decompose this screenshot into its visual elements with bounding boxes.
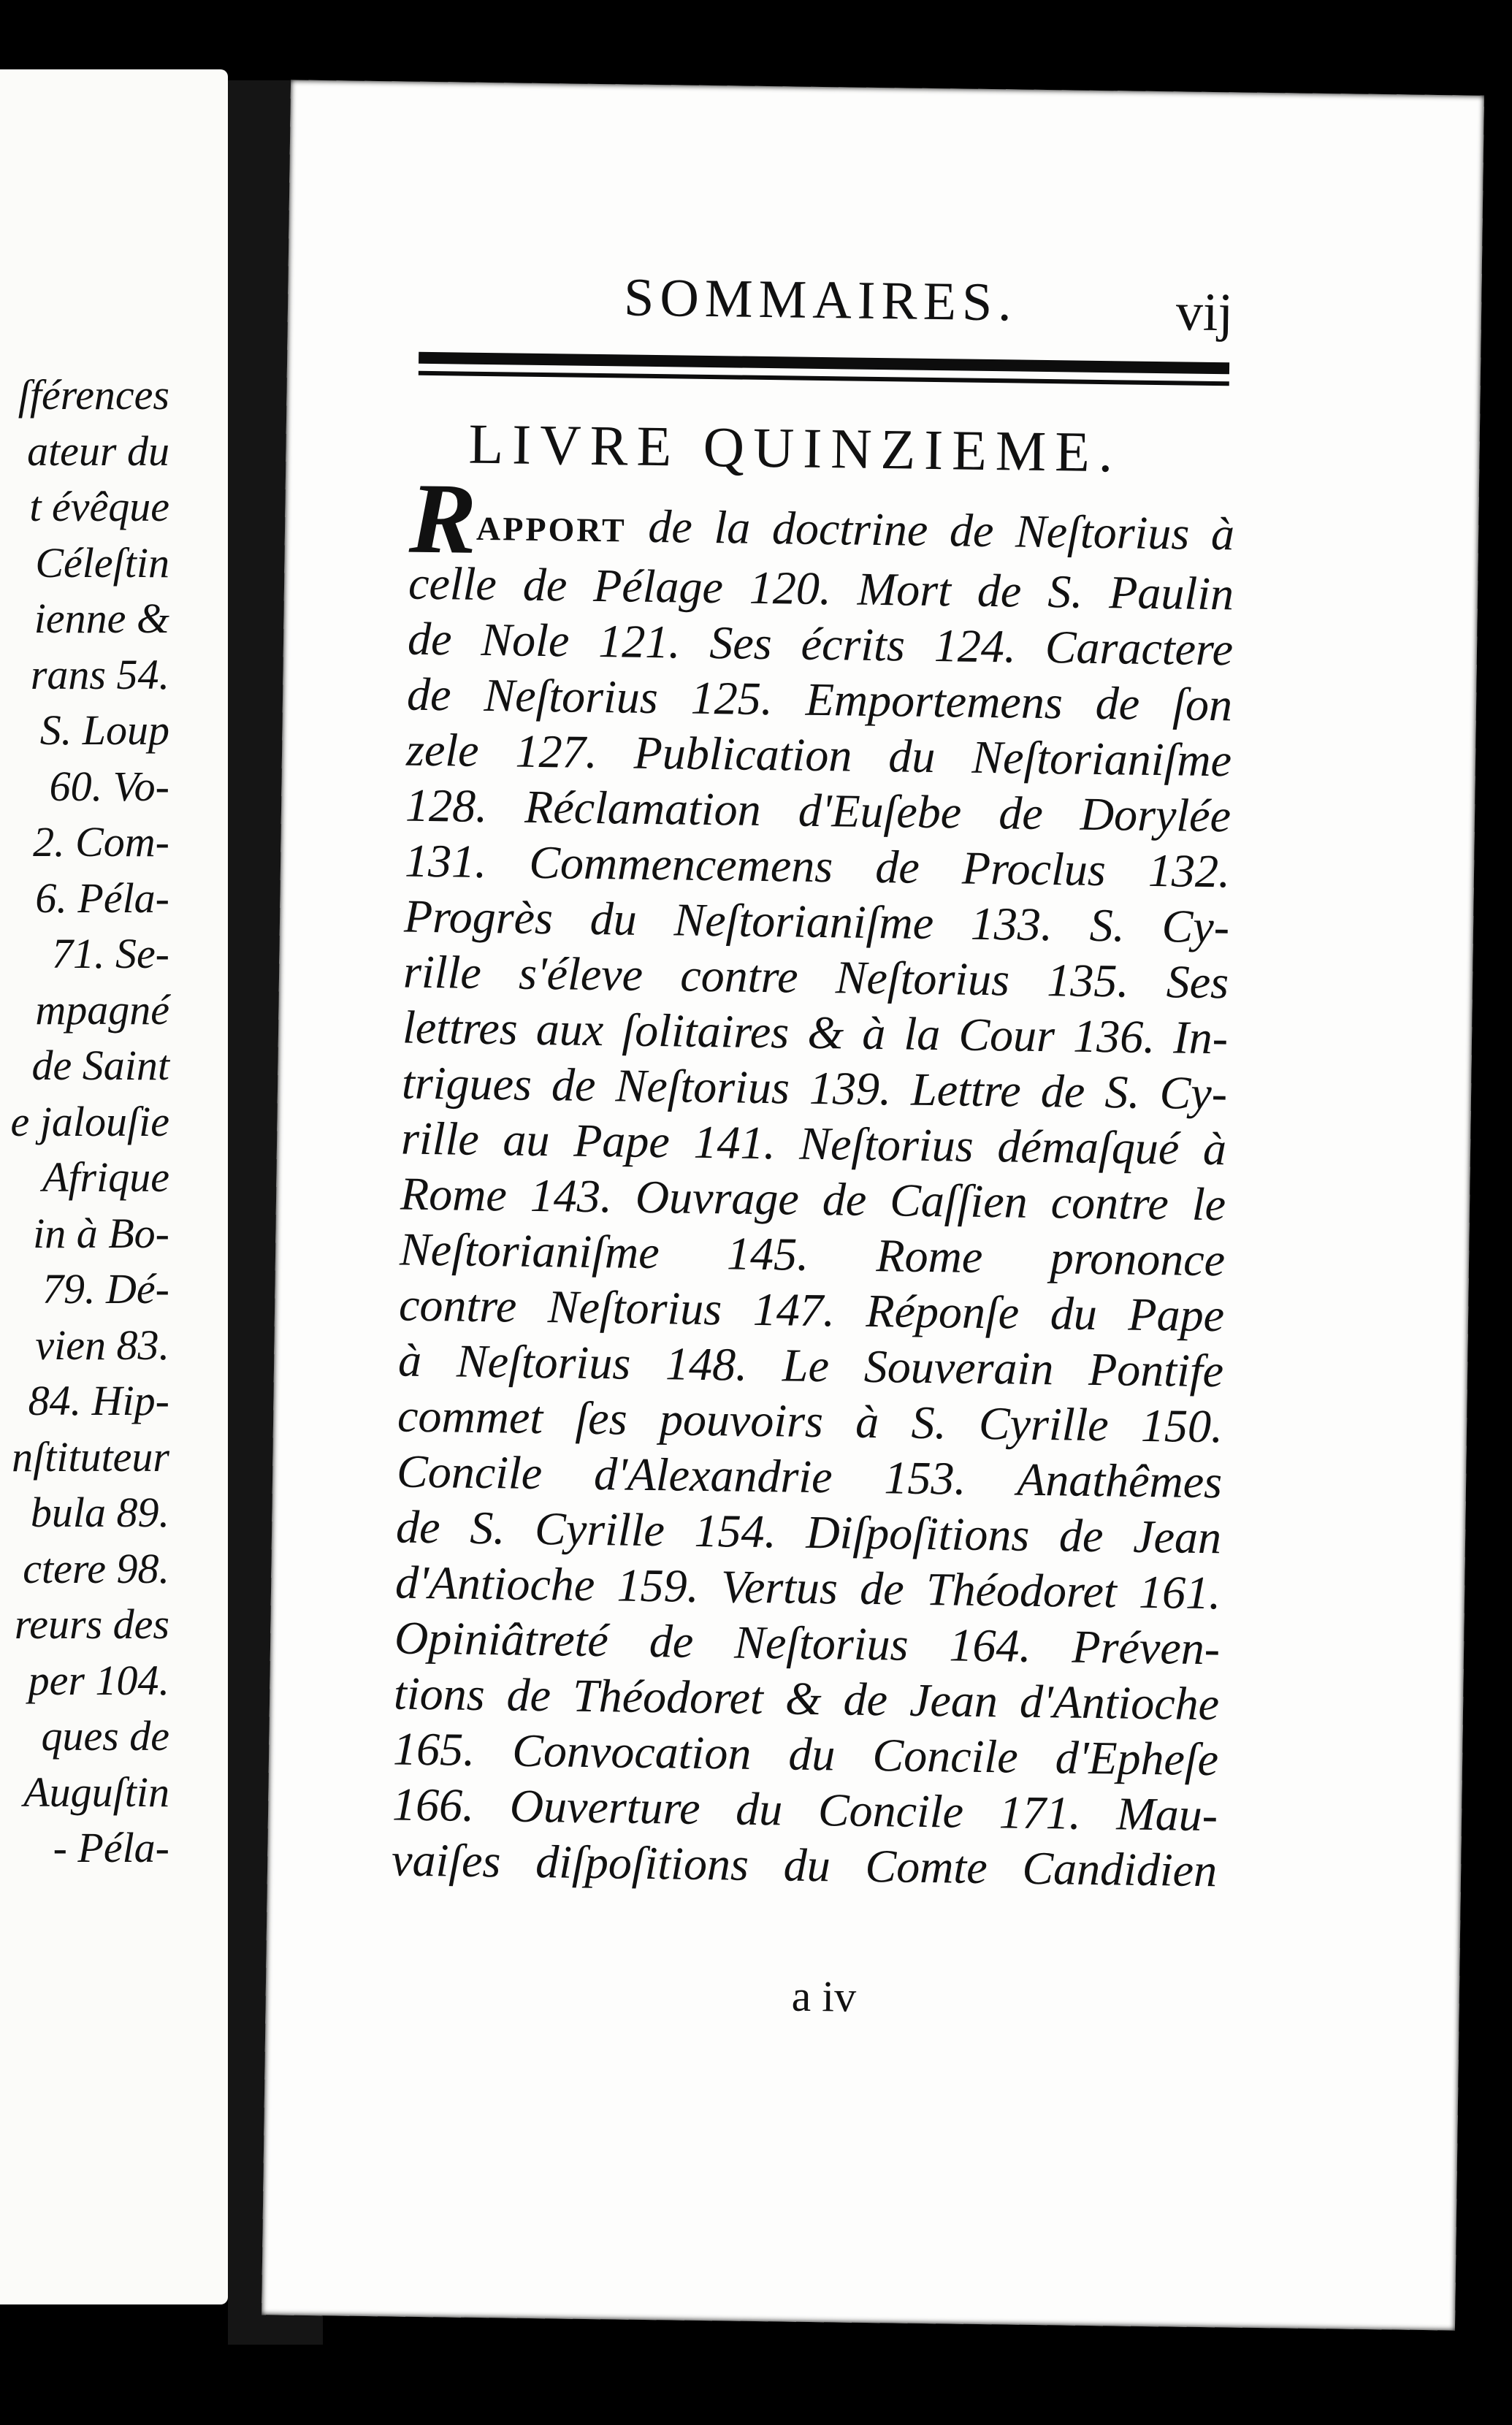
summary-line: Neſtorianiſme 145. Rome prononce [399,1223,1226,1286]
left-page-line: Auguſtin [23,1768,169,1816]
summary-line: contre Neſtorius 147. Réponſe du Pape [398,1278,1225,1342]
summary-line: à Neſtorius 148. Le Souverain Pontife [397,1334,1224,1397]
summary-line: trigues de Neſtorius 139. Lettre de S. Cy- [401,1056,1228,1120]
page-folio: vij [1175,282,1234,343]
left-page-line: ateur du [27,427,169,475]
left-page-line: 60. Vo- [49,762,169,810]
summary-line: 128. Réclamation d'Euſebe de Dorylée [405,779,1232,842]
summary-line: de S. Cyrille 154. Diſpoſitions de Jean [395,1500,1222,1564]
summary-line: de Neſtorius 125. Emportemens de ſon [406,668,1233,731]
left-page-text [0,367,169,1876]
summary-line: vaiſes diſpoſitions du Comte Candidien [391,1833,1218,1897]
left-page-line: 84. Hip- [28,1377,169,1424]
summary-line: Rome 143. Ouvrage de Caſſien contre le [400,1167,1226,1231]
header-rule-thin [419,371,1229,386]
summary-line: 166. Ouverture du Concile 171. Mau- [392,1778,1218,1841]
summary-line: tions de Théodoret & de Jean d'Antioche [393,1667,1220,1730]
left-page-line: ſférences [18,371,169,419]
summary-line: celle de Pélage 120. Mort de S. Paulin [408,557,1234,620]
summary-first-line [408,462,1235,575]
summary-line: 165. Convocation du Concile d'Epheſe [392,1722,1219,1786]
left-page-line: 2. Com- [33,818,169,866]
book-heading: LIVRE QUINZIEME. [468,411,1122,484]
summary-text [391,462,1235,1899]
left-page-line: 71. Se- [51,930,169,977]
summary-line: 131. Commencemens de Proclus 132. [404,834,1231,898]
summary-lines [392,556,1234,1899]
drop-cap: R [408,462,478,575]
left-page-line: ques de [41,1712,169,1760]
left-page [0,69,228,2304]
summary-line: rille au Pape 141. Neſtorius démaſqué à [400,1112,1227,1175]
left-page-line: Afrique [42,1153,169,1201]
summary-line: de Nole 121. Ses écrits 124. Caractere [407,612,1234,676]
left-page-line: bula 89. [30,1489,169,1536]
left-page-line: de Saint [31,1042,169,1089]
left-page-line: vien 83. [35,1321,169,1369]
running-head [288,262,1482,343]
left-page-line: Céleſtin [35,538,169,587]
summary-line: Opiniâtreté de Neſtorius 164. Préven- [394,1611,1221,1675]
right-page [261,80,1484,2330]
summary-line: commet ſes pouvoirs à S. Cyrille 150. [397,1389,1223,1453]
left-page-line: ienne & [34,595,169,642]
summary-line: Concile d'Alexandrie 153. Anathêmes [396,1445,1223,1508]
left-page-line: 79. Dé- [42,1265,169,1313]
first-line-rest: de la doctrine de Neſtorius à [626,500,1235,560]
left-page-line: ctere 98. [23,1544,169,1592]
left-page-line: 6. Péla- [35,874,169,922]
header-rule-thick [419,352,1229,375]
summary-line: d'Antioche 159. Vertus de Théodoret 161. [394,1556,1221,1619]
left-page-line: per 104. [28,1656,169,1704]
running-title: SOMMAIRES. [623,267,1018,333]
first-word-smallcaps: APPORT [476,509,627,549]
left-page-line: nſtituteur [12,1432,169,1481]
left-page-line: - Péla- [53,1824,169,1871]
signature-mark: a iv [791,1971,857,2021]
left-page-line: e jalouſie [10,1097,169,1145]
summary-line: lettres aux ſolitaires & à la Cour 136. In- [402,1001,1229,1064]
left-page-line: t évêque [29,483,169,530]
summary-line: zele 127. Publication du Neſtorianiſme [405,723,1232,787]
left-page-line: rans 54. [30,650,169,698]
left-page-line: mpagné [35,985,169,1034]
summary-line: rille s'éleve contre Neſtorius 135. Ses [402,945,1229,1009]
left-page-line: reurs des [14,1600,169,1648]
left-page-line: S. Loup [39,706,169,754]
summary-line: Progrès du Neſtorianiſme 133. S. Cy- [403,890,1230,953]
left-page-line: in à Bo- [33,1209,169,1257]
